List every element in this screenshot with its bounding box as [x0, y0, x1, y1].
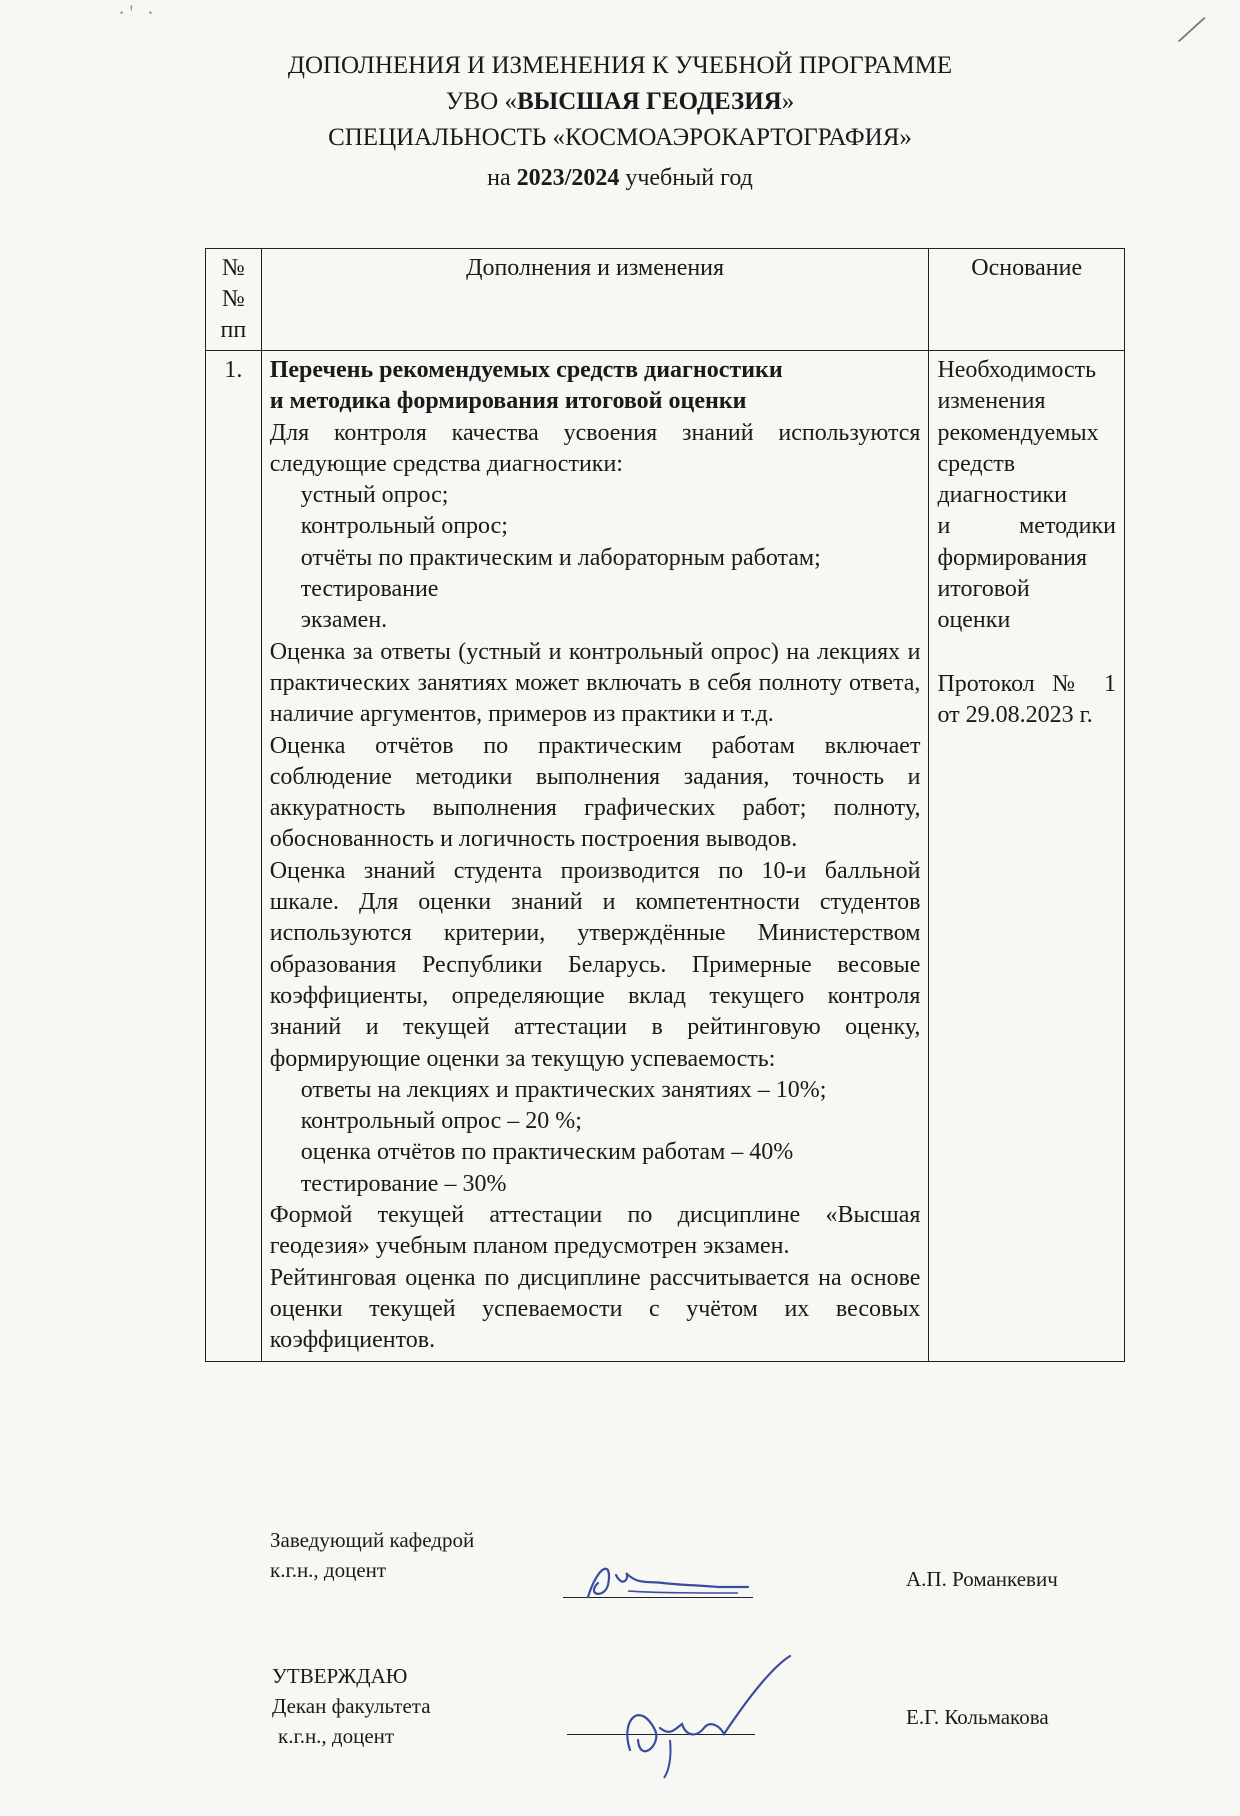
paragraph-report-assessment: Оценка отчётов по практическим работам включает соблюдение методики выполнения задания, точность и аккуратность выполнения графических работ; полноту, обоснованность и логичность построения выводов.: [269, 732, 921, 853]
row-number: 1.: [206, 351, 262, 1362]
head-title: Заведующий кафедрой: [270, 1528, 475, 1552]
head-signature-block: [270, 1525, 474, 1585]
protocol-date: от 29.08.2023 г.: [937, 701, 1093, 728]
basis-cell: [929, 351, 1125, 1362]
dean-signature-image: [600, 1640, 800, 1780]
header-changes: Дополнения и изменения: [261, 249, 929, 351]
paragraph-rating: Рейтинговая оценка по дисциплине рассчитывается на основе оценки текущей успеваемости с учётом их весовых коэффициентов.: [269, 1264, 921, 1354]
basis-line: формирования: [937, 544, 1088, 571]
basis-line: и методики: [937, 513, 1116, 540]
corner-handwritten-mark: ⁄: [1182, 4, 1201, 55]
table-header-row: [206, 249, 1125, 351]
academic-year: 2023/2024: [516, 165, 620, 191]
scan-specks: ·' ·: [118, 0, 159, 25]
basis-line: итоговой: [937, 576, 1030, 603]
basis-line: диагностики: [937, 482, 1067, 509]
head-name: А.П. Романкевич: [906, 1567, 1058, 1591]
head-degree: к.г.н., доцент: [270, 1558, 387, 1582]
list-item: устный опрос;: [300, 482, 449, 509]
header-line-4: на 2023/2024 учебный год: [487, 165, 753, 191]
section-title-line-1: Перечень рекомендуемых средств диагностики: [269, 357, 783, 383]
list-item: экзамен.: [300, 607, 388, 634]
paragraph-attestation-form: Формой текущей аттестации по дисциплине «Высшая геодезия» учебным планом предусмотрен экзамен.: [269, 1202, 921, 1260]
document-header: [0, 48, 1240, 196]
weight-item: ответы на лекциях и практических занятиях – 10%;: [300, 1076, 827, 1103]
list-item: отчёты по практическим и лабораторным работам;: [300, 544, 821, 571]
basis-line: средств: [937, 450, 1016, 477]
basis-line: изменения: [937, 388, 1046, 415]
protocol-number: Протокол № 1: [937, 670, 1116, 697]
intro-paragraph: Для контроля качества усвоения знаний используются следующие средства диагностики:: [269, 419, 921, 477]
basis-line: Необходимость: [937, 357, 1097, 383]
weight-item: тестирование – 30%: [300, 1170, 507, 1197]
changes-cell: [261, 351, 929, 1362]
paragraph-grading-scale: Оценка знаний студента производится по 10-и балльной шкале. Для оценки знаний и компетентности студентов используются критерии, утверждённые Министерством образования Республики Беларусь. Примерные весовые коэффициенты, определяющие вклад текущего контроля знаний и текущей аттестации в рейтинговую оценку, формирующие оценки за текущую успеваемость:: [269, 857, 921, 1072]
header-basis: Основание: [929, 249, 1125, 351]
section-title-line-2: и методика формирования итоговой оценки: [269, 388, 747, 415]
header-line-2: УВО «ВЫСШАЯ ГЕОДЕЗИЯ»: [445, 88, 795, 115]
approve-label: УТВЕРЖДАЮ: [272, 1664, 408, 1688]
weight-item: оценка отчётов по практическим работам – 40%: [300, 1139, 794, 1166]
dean-degree: к.г.н., доцент: [278, 1724, 395, 1748]
head-signature-image: [568, 1555, 758, 1603]
changes-table: [205, 248, 1125, 1362]
paragraph-oral-assessment: Оценка за ответы (устный и контрольный опрос) на лекциях и практических занятиях может включать в себя полноту ответа, наличие аргументов, примеров из практики и т.д.: [269, 638, 921, 728]
basis-line: рекомендуемых: [937, 419, 1099, 446]
list-item: тестирование: [300, 576, 439, 603]
header-number: № № пп: [206, 249, 262, 351]
list-item: контрольный опрос;: [300, 513, 508, 540]
dean-name: Е.Г. Кольмакова: [906, 1705, 1049, 1729]
dean-signature-block: [272, 1661, 431, 1751]
course-name: ВЫСШАЯ ГЕОДЕЗИЯ: [516, 88, 782, 115]
table-row: [206, 351, 1125, 1362]
basis-line: оценки: [937, 607, 1011, 634]
weight-item: контрольный опрос – 20 %;: [300, 1108, 582, 1135]
dean-title: Декан факультета: [272, 1694, 431, 1718]
header-line-1: ДОПОЛНЕНИЯ И ИЗМЕНЕНИЯ К УЧЕБНОЙ ПРОГРАММЕ: [287, 52, 953, 79]
header-line-3: СПЕЦИАЛЬНОСТЬ «КОСМОАЭРОКАРТОГРАФИЯ»: [328, 124, 912, 151]
